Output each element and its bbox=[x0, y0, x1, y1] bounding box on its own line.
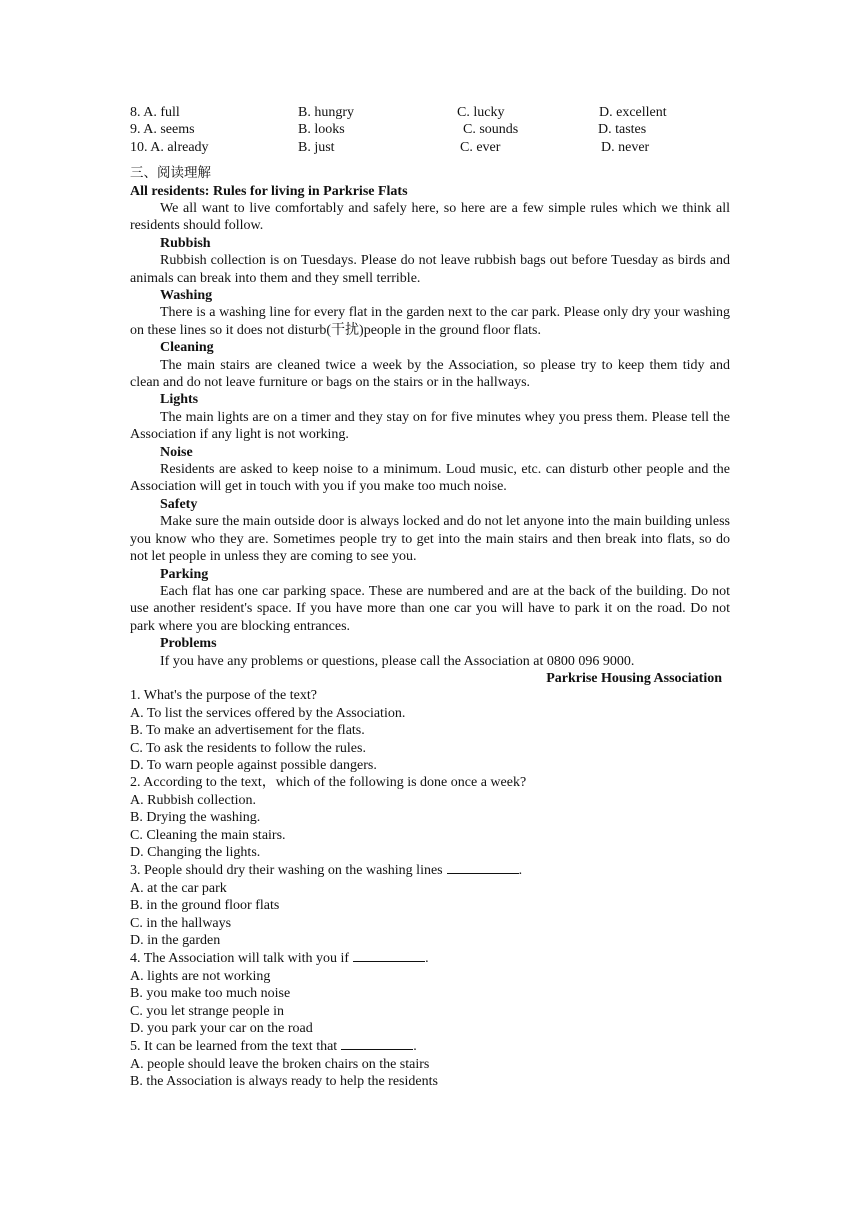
rule-text: Each flat has one car parking space. These are numbered and are at the back of the building. Do not use another resident's space. If you have more than one car you will have to park it on the road. Do not park where you are blocking entrances. bbox=[130, 583, 730, 634]
rule-text: The main stairs are cleaned twice a week by the Association, so please try to keep them tidy and clean and do not leave furniture or bags on the stairs or in the hallways. bbox=[130, 357, 730, 391]
rule-heading: Cleaning bbox=[160, 340, 214, 356]
option-c: C. lucky bbox=[457, 105, 505, 120]
answer-choice: B. you make too much noise bbox=[130, 986, 291, 1002]
answer-blank bbox=[341, 1037, 413, 1050]
question-stem bbox=[130, 861, 730, 879]
answer-choice: B. in the ground floor flats bbox=[130, 898, 280, 914]
option-d: D. tastes bbox=[598, 122, 647, 138]
answer-choice: A. at the car park bbox=[130, 880, 227, 896]
question-text: 2. According to the text，which of the following is done once a week? bbox=[130, 775, 527, 791]
answer-choice: C. in the hallways bbox=[130, 915, 232, 931]
answer-choice: D. Changing the lights. bbox=[130, 845, 261, 861]
rule-text: If you have any problems or questions, please call the Association at 0800 096 9000. bbox=[160, 653, 635, 669]
question-stem bbox=[130, 774, 730, 791]
question-text: 3. People should dry their washing on the washing lines bbox=[130, 863, 443, 879]
blank-period: . bbox=[413, 1039, 417, 1055]
option-row-9 bbox=[130, 121, 730, 138]
option-a: 8. A. full bbox=[130, 105, 180, 120]
option-d: D. never bbox=[601, 139, 650, 155]
option-a: 10. A. already bbox=[130, 139, 209, 155]
answer-choice: D. To warn people against possible dangers. bbox=[130, 757, 377, 773]
answer-choice: C. you let strange people in bbox=[130, 1003, 284, 1019]
answer-blank bbox=[447, 861, 519, 874]
rule-heading: Lights bbox=[160, 392, 199, 408]
answer-choice: D. you park your car on the road bbox=[130, 1021, 313, 1037]
answer-choice: A. To list the services offered by the Association. bbox=[130, 705, 406, 721]
answer-blank bbox=[353, 949, 425, 962]
option-d: D. excellent bbox=[599, 105, 667, 120]
option-row-8 bbox=[130, 104, 730, 121]
section-heading: 三、阅读理解 bbox=[130, 165, 211, 182]
rule-heading: Rubbish bbox=[160, 235, 211, 251]
option-b: B. just bbox=[298, 139, 335, 155]
answer-choice: A. lights are not working bbox=[130, 968, 271, 984]
rule-text: The main lights are on a timer and they stay on for five minutes whey you press them. Please tell the Association if any light is not working. bbox=[130, 409, 730, 443]
question-text: 1. What's the purpose of the text? bbox=[130, 688, 317, 704]
document-page bbox=[130, 104, 730, 1091]
answer-choice: B. Drying the washing. bbox=[130, 810, 261, 826]
answer-choice: B. the Association is always ready to help the residents bbox=[130, 1074, 438, 1090]
passage-intro: We all want to live comfortably and safely here, so here are a few simple rules which we think all residents should follow. bbox=[130, 200, 730, 234]
rule-heading: Problems bbox=[160, 636, 217, 652]
blank-period: . bbox=[518, 863, 523, 879]
question-list bbox=[130, 687, 730, 1090]
answer-choice: A. Rubbish collection. bbox=[130, 792, 256, 808]
passage-blocks bbox=[130, 235, 730, 670]
rule-text: Rubbish collection is on Tuesdays. Please do not leave rubbish bags out before Tuesday as birds and animals can break into them and they smell terrible. bbox=[130, 253, 730, 286]
rule-heading: Parking bbox=[160, 566, 209, 582]
rule-text: There is a washing line for every flat in the garden next to the car park. Please only dry your washing on these lines so it does not disturb(干扰)people in the ground floor flats. bbox=[130, 305, 730, 338]
passage-signature: Parkrise Housing Association bbox=[546, 670, 722, 686]
option-c: C. sounds bbox=[463, 122, 519, 138]
question-stem bbox=[130, 1037, 730, 1055]
option-row-10 bbox=[130, 139, 730, 156]
question-stem bbox=[130, 949, 730, 967]
rule-text: Make sure the main outside door is always locked and do not let anyone into the main building unless you know who they are. Sometimes people try to get into the main stairs and then break into flats, so do not let people in unless they are coming to see you. bbox=[130, 514, 731, 565]
question-text: 4. The Association will talk with you if bbox=[130, 951, 350, 967]
question-text: 5. It can be learned from the text that bbox=[130, 1039, 338, 1055]
rule-heading: Noise bbox=[160, 444, 193, 460]
answer-choice: A. people should leave the broken chairs on the stairs bbox=[130, 1056, 430, 1072]
answer-choice: B. To make an advertisement for the flats. bbox=[130, 723, 365, 739]
option-rows bbox=[130, 104, 730, 156]
option-b: B. hungry bbox=[298, 105, 354, 120]
answer-choice: C. To ask the residents to follow the rules. bbox=[130, 740, 366, 756]
answer-choice: D. in the garden bbox=[130, 933, 221, 949]
answer-choice: C. Cleaning the main stairs. bbox=[130, 827, 286, 843]
blank-period: . bbox=[425, 951, 429, 967]
passage-title: All residents: Rules for living in Parkrise Flats bbox=[130, 183, 408, 199]
rule-heading: Washing bbox=[160, 288, 213, 304]
rule-heading: Safety bbox=[160, 496, 198, 512]
rule-text: Residents are asked to keep noise to a minimum. Loud music, etc. can disturb other people and the Association will get in touch with you if you make too much noise. bbox=[130, 462, 730, 495]
question-stem bbox=[130, 687, 730, 704]
option-b: B. looks bbox=[298, 122, 345, 138]
option-c: C. ever bbox=[460, 139, 501, 155]
option-a: 9. A. seems bbox=[130, 122, 195, 138]
